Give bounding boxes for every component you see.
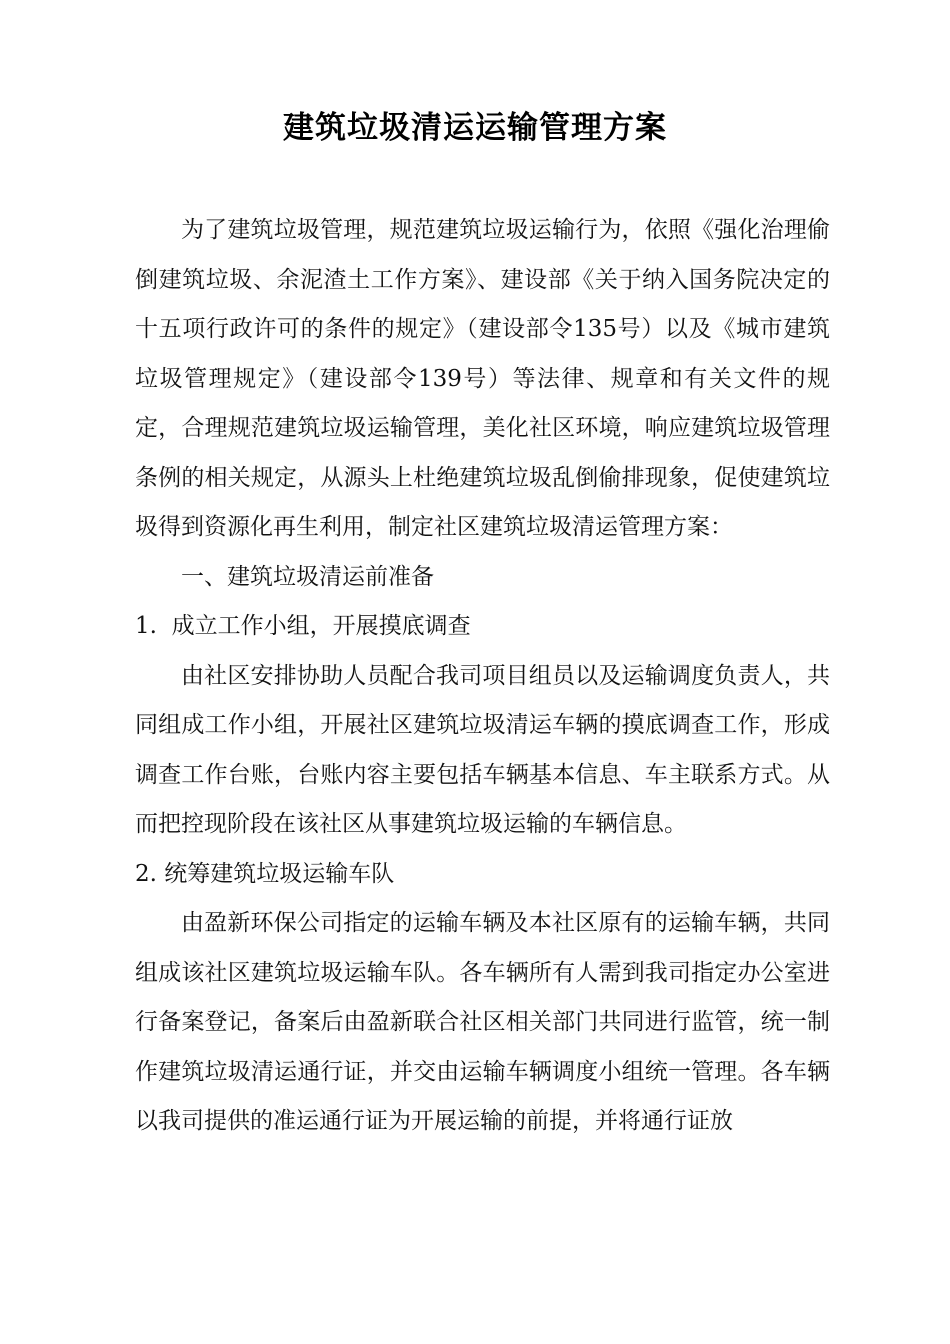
document-body bbox=[135, 206, 830, 1147]
subheading-1: 1. 成立工作小组，开展摸底调查 bbox=[135, 613, 471, 639]
document-title: 建筑垃圾清运运输管理方案 bbox=[283, 110, 667, 146]
section-heading-1: 一、建筑垃圾清运前准备 bbox=[181, 563, 434, 590]
subheading-2: 2. 统筹建筑垃圾运输车队 bbox=[135, 860, 395, 887]
body-paragraph-2: 由盈新环保公司指定的运输车辆及本社区原有的运输车辆，共同组成该社区建筑垃圾运输车队。各车辆所有人需到我司指定办公室进行备案登记，备案后由盈新联合社区相关部门共同进行监管，统一制作建筑垃圾清运通行证，并交由运输车辆调度小组统一管理。各车辆以我司提供的准运通行证为开展运输的前提，并将通行证放 bbox=[135, 910, 830, 1134]
intro-paragraph: 为了建筑垃圾管理，规范建筑垃圾运输行为，依照《强化治理偷倒建筑垃圾、余泥渣土工作方案》、建设部《关于纳入国务院决定的十五项行政许可的条件的规定》（建设部令135号）以及《城市建筑垃圾管理规定》（建设部令139号）等法律、规章和有关文件的规定，合理规范建筑垃圾运输管理，美化社区环境，响应建筑垃圾管理条例的相关规定，从源头上杜绝建筑垃圾乱倒偷排现象，促使建筑垃圾得到资源化再生利用，制定社区建筑垃圾清运管理方案： bbox=[135, 217, 830, 540]
body-paragraph-1: 由社区安排协助人员配合我司项目组员以及运输调度负责人，共同组成工作小组，开展社区建筑垃圾清运车辆的摸底调查工作，形成调查工作台账，台账内容主要包括车辆基本信息、车主联系方式。从而把控现阶段在该社区从事建筑垃圾运输的车辆信息。 bbox=[135, 662, 830, 837]
